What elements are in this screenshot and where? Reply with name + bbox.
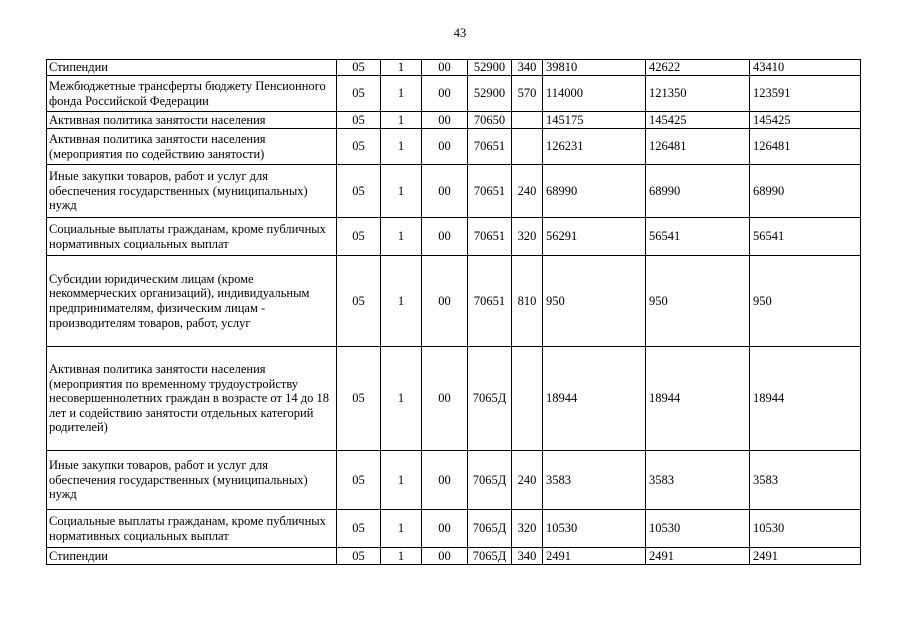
- subsection-code: 1: [381, 548, 422, 565]
- amount-year-2: 950: [646, 256, 750, 347]
- amount-year-1: 2491: [543, 548, 646, 565]
- amount-year-2: 56541: [646, 218, 750, 256]
- subsection-code: 1: [381, 256, 422, 347]
- program-code: 00: [422, 165, 468, 218]
- target-code: 70651: [468, 256, 512, 347]
- amount-year-1: 39810: [543, 60, 646, 76]
- amount-year-3: 145425: [750, 112, 861, 129]
- section-code: 05: [337, 76, 381, 112]
- program-code: 00: [422, 548, 468, 565]
- row-name: Социальные выплаты гражданам, кроме публичных нормативных социальных выплат: [47, 510, 337, 548]
- row-name: Межбюджетные трансферты бюджету Пенсионного фонда Российской Федерации: [47, 76, 337, 112]
- amount-year-1: 10530: [543, 510, 646, 548]
- amount-year-1: 68990: [543, 165, 646, 218]
- expense-type-code: 240: [512, 165, 543, 218]
- expense-type-code: 320: [512, 218, 543, 256]
- program-code: 00: [422, 218, 468, 256]
- subsection-code: 1: [381, 165, 422, 218]
- table-row: [47, 60, 861, 76]
- row-name: Стипендии: [47, 548, 337, 565]
- target-code: 70650: [468, 112, 512, 129]
- amount-year-3: 43410: [750, 60, 861, 76]
- program-code: 00: [422, 510, 468, 548]
- table-row: [47, 218, 861, 256]
- table-row: [47, 451, 861, 510]
- subsection-code: 1: [381, 451, 422, 510]
- amount-year-2: 126481: [646, 129, 750, 165]
- target-code: 7065Д: [468, 510, 512, 548]
- row-name: Социальные выплаты гражданам, кроме публичных нормативных социальных выплат: [47, 218, 337, 256]
- row-name: Активная политика занятости населения: [47, 112, 337, 129]
- amount-year-1: 145175: [543, 112, 646, 129]
- amount-year-3: 18944: [750, 347, 861, 451]
- amount-year-1: 950: [543, 256, 646, 347]
- amount-year-3: 126481: [750, 129, 861, 165]
- expense-type-code: 570: [512, 76, 543, 112]
- table-row: [47, 256, 861, 347]
- subsection-code: 1: [381, 112, 422, 129]
- table-row: [47, 129, 861, 165]
- section-code: 05: [337, 218, 381, 256]
- target-code: 7065Д: [468, 451, 512, 510]
- section-code: 05: [337, 165, 381, 218]
- row-name: Активная политика занятости населения (мероприятия по временному трудоустройству несовершеннолетних граждан в возрасте от 14 до 18 лет и содействию занятости отдельных категорий родителей): [47, 347, 337, 451]
- amount-year-3: 123591: [750, 76, 861, 112]
- subsection-code: 1: [381, 218, 422, 256]
- expense-type-code: 240: [512, 451, 543, 510]
- amount-year-3: 68990: [750, 165, 861, 218]
- row-name: Стипендии: [47, 60, 337, 76]
- amount-year-3: 950: [750, 256, 861, 347]
- subsection-code: 1: [381, 129, 422, 165]
- budget-table: [46, 59, 861, 565]
- program-code: 00: [422, 60, 468, 76]
- section-code: 05: [337, 451, 381, 510]
- subsection-code: 1: [381, 510, 422, 548]
- program-code: 00: [422, 256, 468, 347]
- program-code: 00: [422, 129, 468, 165]
- target-code: 70651: [468, 165, 512, 218]
- expense-type-code: [512, 347, 543, 451]
- section-code: 05: [337, 256, 381, 347]
- page-number: 43: [453, 26, 467, 40]
- subsection-code: 1: [381, 60, 422, 76]
- amount-year-1: 56291: [543, 218, 646, 256]
- subsection-code: 1: [381, 347, 422, 451]
- amount-year-2: 145425: [646, 112, 750, 129]
- target-code: 52900: [468, 60, 512, 76]
- target-code: 70651: [468, 218, 512, 256]
- amount-year-1: 3583: [543, 451, 646, 510]
- amount-year-3: 3583: [750, 451, 861, 510]
- target-code: 52900: [468, 76, 512, 112]
- amount-year-2: 10530: [646, 510, 750, 548]
- section-code: 05: [337, 548, 381, 565]
- table-row: [47, 347, 861, 451]
- amount-year-3: 56541: [750, 218, 861, 256]
- amount-year-1: 114000: [543, 76, 646, 112]
- program-code: 00: [422, 347, 468, 451]
- table-row: [47, 76, 861, 112]
- amount-year-2: 18944: [646, 347, 750, 451]
- amount-year-1: 18944: [543, 347, 646, 451]
- expense-type-code: 320: [512, 510, 543, 548]
- row-name: Иные закупки товаров, работ и услуг для обеспечения государственных (муниципальных) нужд: [47, 165, 337, 218]
- program-code: 00: [422, 76, 468, 112]
- table-row: [47, 165, 861, 218]
- amount-year-3: 2491: [750, 548, 861, 565]
- section-code: 05: [337, 510, 381, 548]
- target-code: 7065Д: [468, 548, 512, 565]
- target-code: 7065Д: [468, 347, 512, 451]
- expense-type-code: 340: [512, 60, 543, 76]
- section-code: 05: [337, 112, 381, 129]
- section-code: 05: [337, 129, 381, 165]
- row-name: Активная политика занятости населения (мероприятия по содействию занятости): [47, 129, 337, 165]
- expense-type-code: [512, 112, 543, 129]
- amount-year-2: 68990: [646, 165, 750, 218]
- row-name: Субсидии юридическим лицам (кроме некоммерческих организаций), индивидуальным предпринимателям, физическим лицам - производителям товаров, работ, услуг: [47, 256, 337, 347]
- row-name: Иные закупки товаров, работ и услуг для обеспечения государственных (муниципальных) нужд: [47, 451, 337, 510]
- expense-type-code: 340: [512, 548, 543, 565]
- table-row: [47, 510, 861, 548]
- subsection-code: 1: [381, 76, 422, 112]
- table-row: [47, 112, 861, 129]
- expense-type-code: [512, 129, 543, 165]
- table-row: [47, 548, 861, 565]
- section-code: 05: [337, 347, 381, 451]
- target-code: 70651: [468, 129, 512, 165]
- program-code: 00: [422, 112, 468, 129]
- amount-year-2: 2491: [646, 548, 750, 565]
- amount-year-2: 121350: [646, 76, 750, 112]
- expense-type-code: 810: [512, 256, 543, 347]
- program-code: 00: [422, 451, 468, 510]
- amount-year-1: 126231: [543, 129, 646, 165]
- amount-year-2: 3583: [646, 451, 750, 510]
- amount-year-3: 10530: [750, 510, 861, 548]
- amount-year-2: 42622: [646, 60, 750, 76]
- section-code: 05: [337, 60, 381, 76]
